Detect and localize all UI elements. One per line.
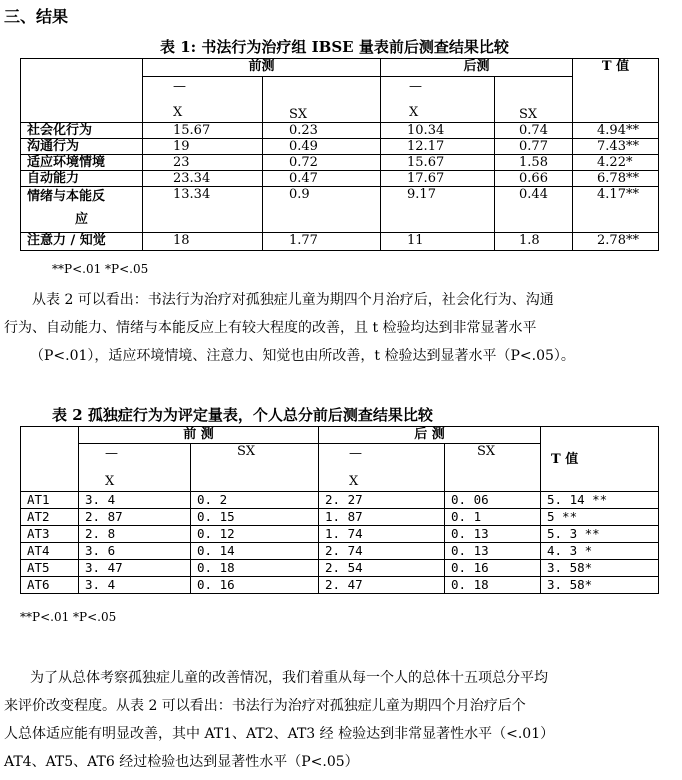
table1-group-post: 后测	[381, 59, 573, 77]
table1-pre-sx-header: SX	[263, 77, 381, 123]
table-row: AT6 3. 4 0. 16 2. 47 0. 18 3. 58*	[21, 577, 659, 594]
table1	[20, 58, 659, 251]
table2-post-sx-header: SX	[445, 444, 541, 492]
table-row: AT5 3. 47 0. 18 2. 54 0. 16 3. 58*	[21, 560, 659, 577]
paragraph-2-line-2: 来评价改变程度。从表 2 可以看出：书法行为治疗对孤独症儿童为期四个月治疗后个	[4, 698, 526, 714]
table-row: 自动能力 23.34 0.47 17.67 0.66 6.78**	[21, 171, 659, 187]
table-row: AT1 3. 4 0. 2 2. 27 0. 06 5. 14 **	[21, 492, 659, 509]
table1-group-pre: 前测	[143, 59, 381, 77]
paragraph-1-line-3: （P<.01），适应环境情境、注意力、知觉也由所改善，t 检验达到显著水平（P<.05）。	[30, 348, 575, 364]
paragraph-1-line-2: 行为、自动能力、情绪与本能反应上有较大程度的改善，且 t 检验均达到非常显著水平	[4, 320, 537, 336]
table2-t-header: T 值	[541, 427, 659, 492]
table-row: 情绪与本能反 应 13.34 0.9 9.17 0.44 4.17**	[21, 187, 659, 233]
table2-note: **P<.01 *P<.05	[20, 610, 117, 624]
table-row: 注意力 / 知觉 18 1.77 11 1.8 2.78**	[21, 233, 659, 251]
table-row: 适应环境情境 23 0.72 15.67 1.58 4.22*	[21, 155, 659, 171]
table1-t-header: T 值	[573, 59, 659, 123]
table-row: AT4 3. 6 0. 14 2. 74 0. 13 4. 3 *	[21, 543, 659, 560]
table2-pre-x-header: — X	[79, 444, 191, 492]
table-row: 社会化行为 15.67 0.23 10.34 0.74 4.94**	[21, 123, 659, 139]
table-row: AT3 2. 8 0. 12 1. 74 0. 13 5. 3 **	[21, 526, 659, 543]
table1-note: **P<.01 *P<.05	[52, 262, 149, 276]
table2-corner	[21, 427, 79, 492]
table-row: AT2 2. 87 0. 15 1. 87 0. 1 5 **	[21, 509, 659, 526]
paragraph-2-line-3: 人总体适应能有明显改善，其中 AT1、AT2、AT3 经 检验达到非常显著性水平（<.01）	[4, 726, 555, 742]
table1-post-sx-header: SX	[495, 77, 573, 123]
table-row: 沟通行为 19 0.49 12.17 0.77 7.43**	[21, 139, 659, 155]
table1-caption: 表 1: 书法行为治疗组 IBSE 量表前后测查结果比较	[160, 38, 509, 56]
table2-post-x-header: — X	[319, 444, 445, 492]
table2-caption: 表 2 孤独症行为为评定量表，个人总分前后测查结果比较	[52, 406, 433, 424]
table2-group-pre: 前 测	[79, 427, 319, 444]
table2	[20, 426, 659, 594]
table1-post-x-header: — X	[381, 77, 495, 123]
paragraph-2-line-4: AT4、AT5、AT6 经过检验也达到显著性水平（P<.05）	[4, 754, 359, 770]
section-title: 三、结果	[4, 7, 69, 26]
table1-corner	[21, 59, 143, 123]
table1-pre-x-header: — X	[143, 77, 263, 123]
table2-group-post: 后 测	[319, 427, 541, 444]
paragraph-2-line-1: 为了从总体考察孤独症儿童的改善情况，我们着重从每一个人的总体十五项总分平均	[30, 670, 548, 686]
table2-pre-sx-header: SX	[191, 444, 319, 492]
paragraph-1-line-1: 从表 2 可以看出：书法行为治疗对孤独症儿童为期四个月治疗后，社会化行为、沟通	[32, 292, 554, 308]
